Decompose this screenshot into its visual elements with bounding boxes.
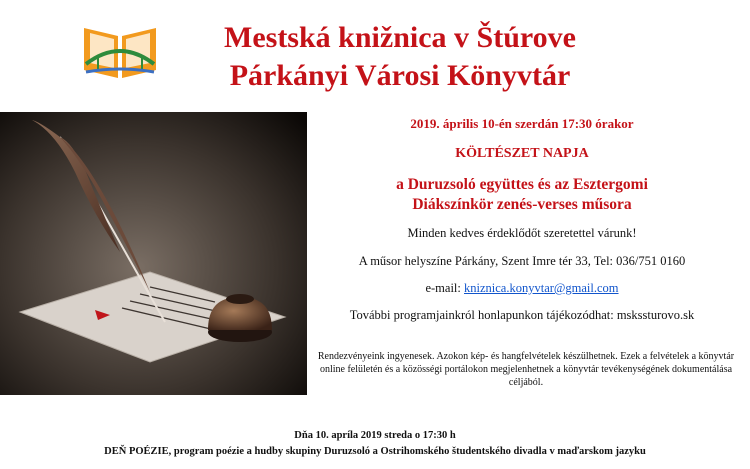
event-date-hungarian: 2019. április 10-én szerdán 17:30 órakor bbox=[410, 116, 634, 131]
email-link[interactable]: kniznica.konyvtar@gmail.com bbox=[464, 281, 619, 295]
library-title-hungarian: Párkányi Városi Könyvtár bbox=[229, 59, 571, 92]
program-line-2: Diákszínkör zenés-verses műsora bbox=[412, 196, 632, 213]
email-label: e-mail: bbox=[425, 281, 461, 295]
event-program-hungarian bbox=[308, 175, 736, 215]
event-date-slovak: Dňa 10. apríla 2019 streda o 17:30 h bbox=[294, 430, 456, 441]
website-text: További programjainkról honlapunkon tájékozódhat: mskssturovo.sk bbox=[349, 308, 695, 322]
invitation-text: Minden kedves érdeklődőt szeretettel várunk! bbox=[407, 226, 637, 240]
event-name-hungarian: KÖLTÉSZET NAPJA bbox=[455, 146, 589, 161]
library-title-slovak: Mestská knižnica v Štúrove bbox=[224, 21, 576, 54]
event-program-slovak: DEŇ POÉZIE, program poézie a hudby skupiny Duruzsoló a Ostrihomského študentského divadla v maďarskom jazyku bbox=[104, 446, 646, 457]
venue-text: A műsor helyszíne Párkány, Szent Imre tér 33, Tel: 036/751 0160 bbox=[358, 254, 686, 268]
program-line-1: a Duruzsoló együttes és az Esztergomi bbox=[396, 176, 648, 193]
free-entry-note: Rendezvényeink ingyenesek. Azokon kép- és hangfelvételek készülhetnek. Ezek a felvételek a könyvtár online felületén és a közösségi portálokon megjelenhetnek a könyvtár tevékenységének dokumentálása céljából. bbox=[317, 351, 735, 388]
quill-ink-pot-illustration bbox=[0, 112, 307, 395]
library-logo-icon bbox=[78, 18, 162, 84]
email-line bbox=[308, 281, 736, 296]
